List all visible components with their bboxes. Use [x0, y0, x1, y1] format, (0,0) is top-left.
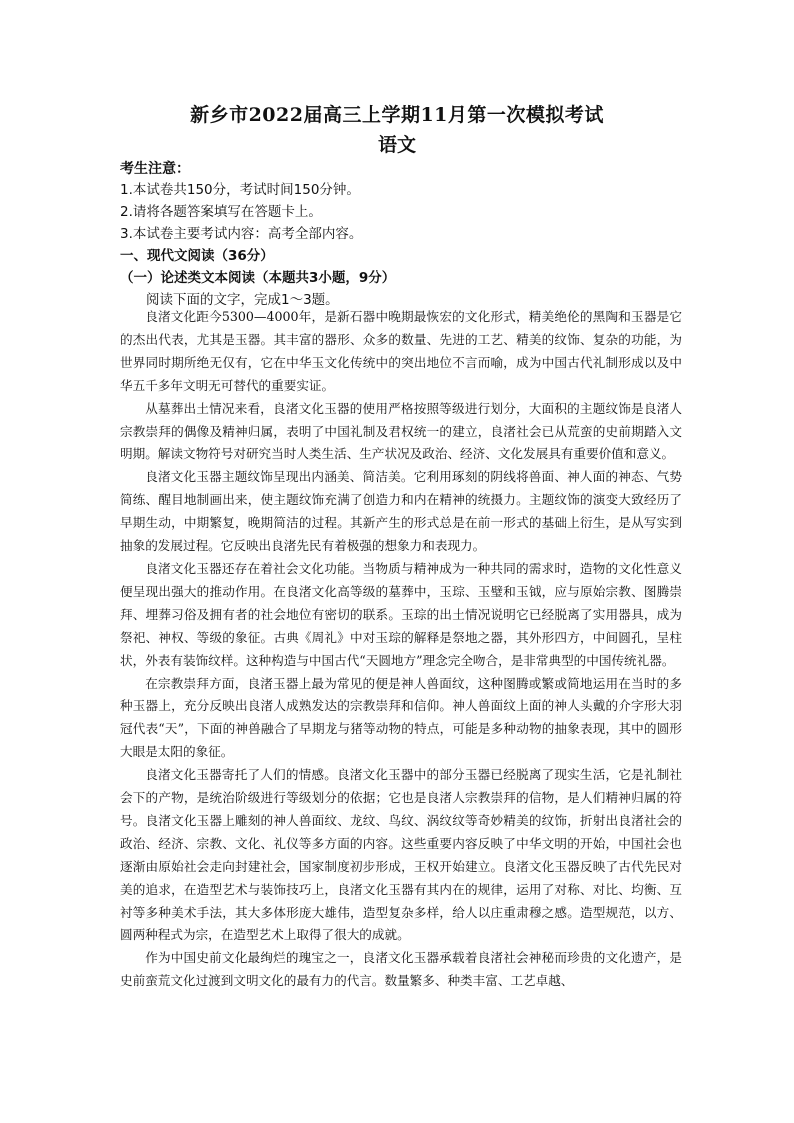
- reading-instruction: 阅读下面的文字，完成1～3题。: [146, 292, 339, 308]
- exam-title: 新乡市2022届高三上学期11月第一次模拟考试: [190, 104, 604, 126]
- notice-heading: 考生注意：: [120, 161, 190, 177]
- passage-paragraph-3: 良渚文化玉器主题纹饰呈现出内涵美、简洁美。它利用琢刻的阴线将兽面、神人面的神态、气势简练、醒目地制画出来，使主题纹饰充满了创造力和内在精神的统摄力。主题纹饰的演变大致经历了早期生动，中期繁复，晚期简洁的过程。其新产生的形式总是在前一形式的基础上衍生，是从写实到抽象的发展过程。它反映出良渚先民有着极强的想象力和表现力。: [120, 469, 682, 554]
- passage-paragraph-2: 从墓葬出土情况来看，良渚文化玉器的使用严格按照等级进行划分，大面积的主题纹饰是良渚人宗教崇拜的偶像及精神归属，表明了中国礼制及君权统一的建立，良渚社会已从荒蛮的史前期踏入文明期。解读文物符号对研究当时人类生活、生产状况及政治、经济、文化发展具有重要价值和意义。: [120, 400, 682, 462]
- passage-paragraph-6: 良渚文化玉器寄托了人们的情感。良渚文化玉器中的部分玉器已经脱离了现实生活，它是礼制社会下的产物，是统治阶级进行等级划分的依据；它也是良渚人宗教崇拜的信物，是人们精神归属的符号。良渚文化玉器上雕刻的神人兽面纹、龙纹、鸟纹、涡纹纹等奇妙精美的纹饰，折射出良渚社会的政治、经济、宗教、文化、礼仪等多方面的内容。这些重要内容反映了中华文明的开始，中国社会也逐渐由原始社会走向封建社会，国家制度初步形成，王权开始建立。良渚文化玉器反映了古代先民对美的追求，在造型艺术与装饰技巧上，良渚文化玉器有其内在的规律，运用了对称、对比、均衡、互衬等多种美术手法，其大多体形庞大雄伟，造型复杂多样，给人以庄重肃穆之感。造型规范，以方、圆两种程式为宗，在造型艺术上取得了很大的成就。: [120, 767, 682, 943]
- section-heading-part1-1: （一）论述类文本阅读（本题共3小题，9分）: [120, 270, 396, 286]
- passage-paragraph-5: 在宗教崇拜方面，良渚玉器上最为常见的便是神人兽面纹，这种图腾或繁或简地运用在当时的多种玉器上，充分反映出良渚人成熟发达的宗教崇拜和信仰。神人兽面纹上面的神人头戴的介字形大羽冠代表“天”，下面的神兽融合了早期龙与猪等动物的特点，可能是多种动物的抽象表现，其中的圆形大眼是太阳的象征。: [120, 675, 682, 760]
- passage-paragraph-4: 良渚文化玉器还存在着社会文化功能。当物质与精神成为一种共同的需求时，造物的文化性意义便呈现出强大的推动作用。在良渚文化高等级的墓葬中，玉琮、玉璧和玉钺，应与原始宗教、图腾崇拜、埋葬习俗及拥有者的社会地位有密切的联系。玉琮的出土情况说明它已经脱离了实用器具，成为祭祀、神权、等级的象征。古典《周礼》中对玉琮的解释是祭地之器，其外形四方，中间圆孔，呈柱状，外表有装饰纹样。这种构造与中国古代“天圆地方”理念完全吻合，是非常典型的中国传统礼器。: [120, 560, 682, 668]
- passage-paragraph-1: 良渚文化距今5300—4000年，是新石器中晚期最恢宏的文化形式，精美绝伦的黑陶和玉器是它的杰出代表，尤其是玉器。其丰富的器形、众多的数量、先进的工艺、精美的纹饰、复杂的功能，为世界同时期所绝无仅有，它在中华玉文化传统中的突出地位不言而喻，成为中国古代礼制形成以及中华五千多年文明无可替代的重要实证。: [120, 309, 682, 393]
- section-heading-part1: 一、现代文阅读（36分）: [120, 248, 274, 264]
- passage-body: [120, 306, 682, 993]
- notice-item-3: 3.本试卷主要考试内容：高考全部内容。: [120, 226, 363, 242]
- notice-item-2: 2.请将各题答案填写在答题卡上。: [120, 204, 322, 220]
- subject-title: 语文: [377, 134, 416, 156]
- passage-paragraph-7: 作为中国史前文化最绚烂的瑰宝之一，良渚文化玉器承载着良渚社会神秘而珍贵的文化遗产，是史前蛮荒文化过渡到文明文化的最有力的代言。数量繁多、种类丰富、工艺卓越、: [120, 950, 682, 989]
- notice-item-1: 1.本试卷共150分，考试时间150分钟。: [120, 182, 360, 198]
